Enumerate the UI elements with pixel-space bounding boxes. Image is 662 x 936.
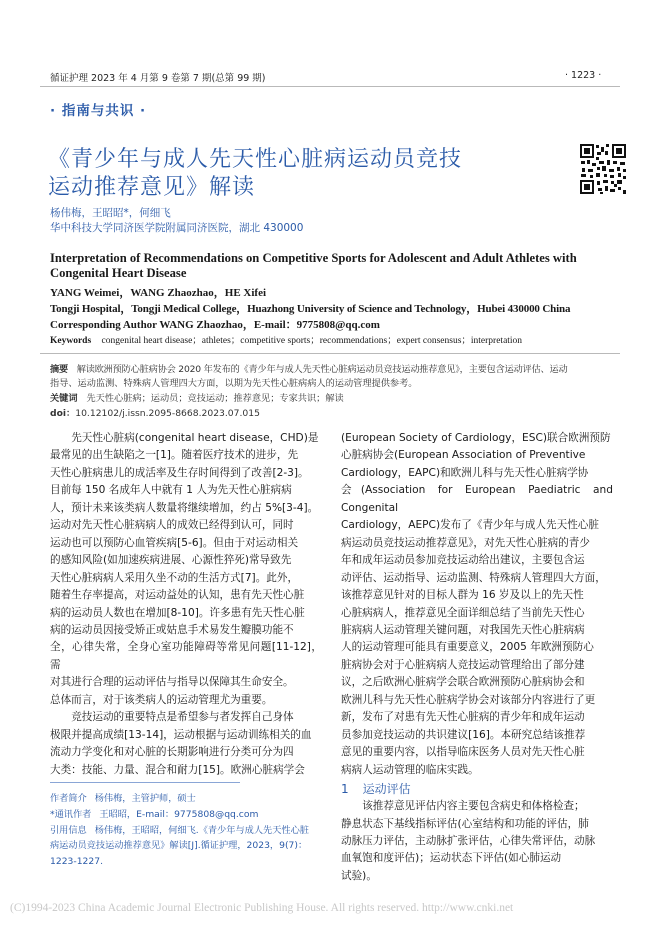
english-title-line1: Interpretation of Recommendations on Competitive Sports for Adolescent and Adult Athletes with	[50, 251, 577, 265]
citation-line3: 1223-1227.	[50, 856, 103, 868]
right-para2	[341, 798, 613, 885]
text-line: 人的运动管理可能具有重要意义，2005 年欧洲预防心	[341, 641, 594, 654]
text-line: (European Society of Cardiology，ESC)联合欧洲预防	[341, 432, 611, 444]
right-column	[341, 430, 613, 885]
text-line: 年和成年运动员参加竞技运动给出建议，主要包含运	[341, 554, 585, 567]
text-line: 意见的重要内容，以指导临床医务人员对先天性心脏	[341, 746, 585, 759]
qr-code-icon	[579, 143, 627, 195]
citation-line2: 病运动员竞技运动推荐意见》解读[J].循证护理，2023，9(7)：	[50, 840, 308, 852]
text-line: 该推荐意见评估内容主要包含病史和体格检查；	[362, 800, 585, 813]
text-line: 先天性心脏病(congenital heart disease，CHD)是	[71, 432, 319, 444]
corresponding-author-en: Corresponding Author WANG Zhaozhao，E-mail：9775808@qq.com	[50, 319, 380, 331]
text-line: 病运动员竞技运动推荐意见》，对先天性心脏病的青少	[341, 536, 590, 549]
citation-line1: 杨伟梅，王昭昭，何细飞.《青少年与成人先天性心脏	[94, 824, 309, 836]
author-intro-label: 作者简介	[50, 793, 87, 804]
running-header: 循证护理 2023 年 4 月第 9 卷第 7 期(总第 99 期)	[50, 73, 266, 84]
abstract-rule	[40, 353, 620, 354]
text-line: 静息状态下基线指标评估(心室结构和功能的评估，肺	[341, 817, 589, 830]
text-line: 运动对先天性心脏病病人的成效已经得到认可，同时	[50, 519, 294, 532]
corresponding-label: *通讯作者	[50, 808, 92, 820]
text-line: 天性心脏病患儿的成活率及生存时间得到了改善[2-3]。	[50, 466, 309, 479]
text-line: 脏病病人运动管理关键问题，对我国先天性心脏病病	[341, 623, 585, 636]
section-heading-number: 1	[341, 782, 349, 797]
text-line: 脏病协会对于心脏病病人竞技运动管理给出了部分建	[341, 658, 585, 671]
text-line: 新，发布了对患有先天性心脏病的青少年和成年运动	[341, 711, 585, 724]
citation-label: 引用信息	[50, 824, 87, 836]
text-line: 天性心脏病病人采用久坐不动的生活方式[7]。此外，	[50, 571, 299, 584]
text-line: 病病人运动管理的临床实践。	[341, 763, 479, 776]
text-line: 最常见的出生缺陷之一[1]。随着医疗技术的进步，先	[50, 449, 299, 462]
text-line: 动评估、运动指导、运动监测、特殊病人管理四大方面，	[341, 571, 606, 584]
abstract-keywords: 先天性心脏病；运动员；竞技运动；推荐意见；专家共识；解读	[86, 393, 344, 404]
english-keywords: congenital heart disease；athletes；competitive sports；recommendations；expert consensus；interpretation	[101, 336, 523, 346]
abstract-text-2: 指导、运动监测、特殊病人管理四大方面，以期为先天性心脏病病人的运动管理提供参考。	[50, 378, 418, 389]
text-line: 欧洲儿科与先天性心脏病学协会对该部分内容进行了更	[341, 693, 596, 706]
text-line: 流动力学变化和对心脏的长期影响进行分类可分为四	[50, 746, 294, 759]
text-line: 运动也可以预防心血管疾病[5-6]。但由于对运动相关	[50, 536, 299, 549]
english-authors: YANG Weimei，WANG Zhaozhao，HE Xifei	[50, 287, 267, 299]
doi-row	[50, 405, 260, 419]
abstract-keywords-row	[50, 390, 344, 404]
affiliation-cn: 华中科技大学同济医学院附属同济医院，湖北 430000	[50, 222, 304, 234]
text-line: 会(Association for European Paediatric and Congenital	[341, 484, 613, 514]
english-keywords-label: Keywords	[50, 336, 92, 346]
text-line: 病的运动员因接受矫正或姑息手术易发生瓣膜功能不	[50, 623, 294, 636]
english-title-line2: Congenital Heart Disease	[50, 266, 187, 280]
author-intro: 杨伟梅，主管护师，硕士	[94, 793, 196, 804]
text-line: 心脏病协会(European Association of Preventive	[341, 449, 586, 462]
text-line: Cardiology，AEPC)发布了《青少年与成人先天性心脏	[341, 519, 599, 532]
text-line: 心脏病病人，推荐意见全面详细总结了当前先天性心	[341, 606, 585, 619]
article-title-line2: 运动推荐意见》解读	[48, 175, 256, 200]
text-line: 议，之后欧洲心脏病学会联合欧洲预防心脏病协会和	[341, 676, 585, 689]
text-line: 人，预计未来该类病人数量将继续增加，约占 5%[3-4]。	[50, 501, 319, 514]
text-line: 对其进行合理的运动评估与指导以保障其生命安全。	[50, 676, 294, 689]
text-line: 大类：技能、力量、混合和耐力[15]。欧洲心脏病学会	[50, 763, 305, 776]
text-line: 的感知风险(如加速疾病进展、心源性猝死)常导致先	[50, 554, 292, 567]
footnote-rule	[50, 782, 240, 783]
corresponding-row	[50, 807, 330, 823]
text-line: Cardiology，EAPC)和欧洲儿科与先天性心脏病学协	[341, 466, 589, 479]
citation-row	[50, 823, 330, 839]
header-rule	[40, 86, 620, 87]
left-para2	[50, 709, 322, 779]
text-line: 动脉压力评估，主动脉扩张评估，心律失常评估，动脉	[341, 834, 596, 847]
text-line: 员参加竞技运动的共识建议[16]。本研究总结该推荐	[341, 728, 586, 741]
text-line: 试验)。	[341, 869, 377, 882]
author-intro-row	[50, 791, 330, 807]
abstract-line1	[50, 361, 568, 375]
english-affiliation: Tongji Hospital，Tongji Medical College，Huazhong University of Science and Technology，Hubei 430000 China	[50, 303, 571, 315]
abstract-keywords-label: 关键词	[50, 393, 78, 404]
text-line: 病的运动员人数也在增加[8-10]。许多患有先天性心脏	[50, 606, 305, 619]
text-line: 竞技运动的重要特点是希望参与者发挥自己身体	[71, 711, 294, 724]
english-keywords-row	[50, 332, 522, 346]
text-line: 全，心律失常，全身心室功能障碍等常见问题[11-12]，需	[50, 641, 322, 671]
abstract-label: 摘要	[50, 364, 68, 375]
text-line: 极限并提高成绩[13-14]，运动根据与运动训练相关的血	[50, 728, 312, 741]
section-heading-text: 运动评估	[362, 782, 411, 797]
article-title-line1: 《青少年与成人先天性心脏病运动员竞技	[48, 147, 463, 172]
page-number: · 1223 ·	[565, 70, 602, 81]
left-para1	[50, 430, 322, 709]
text-line: 总体而言，对于该类病人的运动管理尤为重要。	[50, 693, 273, 706]
doi-label: doi：	[50, 408, 76, 419]
text-line: 该推荐意见针对的目标人群为 16 岁及以上的先天性	[341, 589, 584, 602]
authors-cn: 杨伟梅，王昭昭*，何细飞	[50, 207, 171, 219]
footnotes	[50, 791, 330, 870]
text-line: 随着生存率提高，对运动益处的认知，患有先天性心脏	[50, 589, 305, 602]
doi-value: 10.12102/j.issn.2095-8668.2023.07.015	[75, 408, 260, 419]
abstract-text-1: 解读欧洲预防心脏病协会 2020 年发布的《青少年与成人先天性心脏病运动员竞技运动推荐意见》，主要包含运动评估、运动	[76, 364, 568, 375]
left-column	[50, 430, 322, 779]
text-line: 目前每 150 名成年人中就有 1 人为先天性心脏病病	[50, 484, 292, 497]
section-tag: · 指南与共识 ·	[50, 103, 147, 119]
corresponding-contact: 王昭昭，E-mail：9775808@qq.com	[99, 808, 259, 820]
copyright-footer: (C)1994-2023 China Academic Journal Electronic Publishing House. All rights reserved. http://www.cnki.net	[10, 902, 514, 914]
right-para1	[341, 430, 613, 779]
section-heading-1	[341, 780, 613, 798]
text-line: 血氧饱和度评估)；运动状态下评估(如心肺运动	[341, 852, 562, 865]
